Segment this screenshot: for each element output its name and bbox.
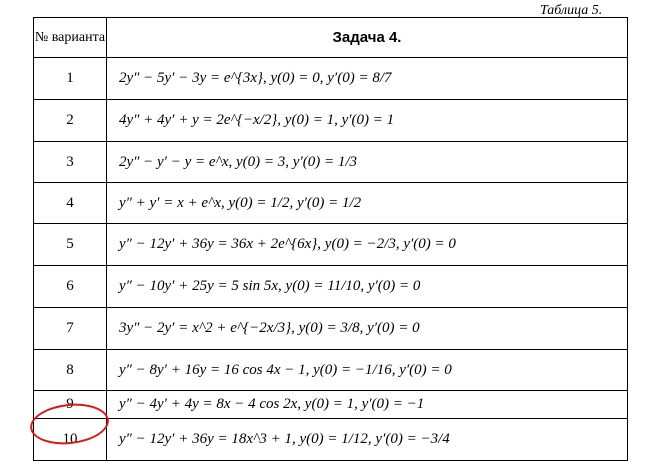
variant-number: 7 [34, 308, 107, 350]
header-task: Задача 4. [107, 18, 628, 58]
equation-cell: 2y″ − 5y′ − 3y = e^{3x}, y(0) = 0, y′(0) = 8/7 [107, 58, 628, 100]
table-header-row [34, 18, 628, 58]
table-row [34, 100, 628, 142]
variant-number: 9 [34, 391, 107, 419]
table-row [34, 350, 628, 391]
variant-number: 6 [34, 266, 107, 308]
equation-cell: y″ − 8y′ + 16y = 16 cos 4x − 1, y(0) = −1/16, y′(0) = 0 [107, 350, 628, 391]
variant-number: 8 [34, 350, 107, 391]
table-row [34, 391, 628, 419]
variant-number: 2 [34, 100, 107, 142]
equation-cell: y″ − 4y′ + 4y = 8x − 4 cos 2x, y(0) = 1, y′(0) = −1 [107, 391, 628, 419]
table-row [34, 266, 628, 308]
equation-cell: y″ + y′ = x + e^x, y(0) = 1/2, y′(0) = 1/2 [107, 183, 628, 224]
variant-number: 3 [34, 142, 107, 183]
equation-cell: y″ − 12y′ + 36y = 18x^3 + 1, y(0) = 1/12, y′(0) = −3/4 [107, 419, 628, 461]
table-row [34, 142, 628, 183]
table-caption: Таблица 5. [540, 3, 603, 18]
table-row [34, 224, 628, 266]
equation-cell: 4y″ + 4y′ + y = 2e^{−x/2}, y(0) = 1, y′(0) = 1 [107, 100, 628, 142]
table-row [34, 58, 628, 100]
variant-number: 4 [34, 183, 107, 224]
equation-cell: 3y″ − 2y′ = x^2 + e^{−2x/3}, y(0) = 3/8, y′(0) = 0 [107, 308, 628, 350]
variant-number: 10 [34, 419, 107, 461]
equation-cell: y″ − 10y′ + 25y = 5 sin 5x, y(0) = 11/10, y′(0) = 0 [107, 266, 628, 308]
equation-cell: 2y″ − y′ − y = e^x, y(0) = 3, y′(0) = 1/3 [107, 142, 628, 183]
variants-table [33, 17, 628, 461]
header-variant: № варианта [34, 18, 107, 58]
variant-number: 5 [34, 224, 107, 266]
table-row [34, 308, 628, 350]
table-row [34, 183, 628, 224]
table-row [34, 419, 628, 461]
equation-cell: y″ − 12y′ + 36y = 36x + 2e^{6x}, y(0) = −2/3, y′(0) = 0 [107, 224, 628, 266]
variant-number: 1 [34, 58, 107, 100]
